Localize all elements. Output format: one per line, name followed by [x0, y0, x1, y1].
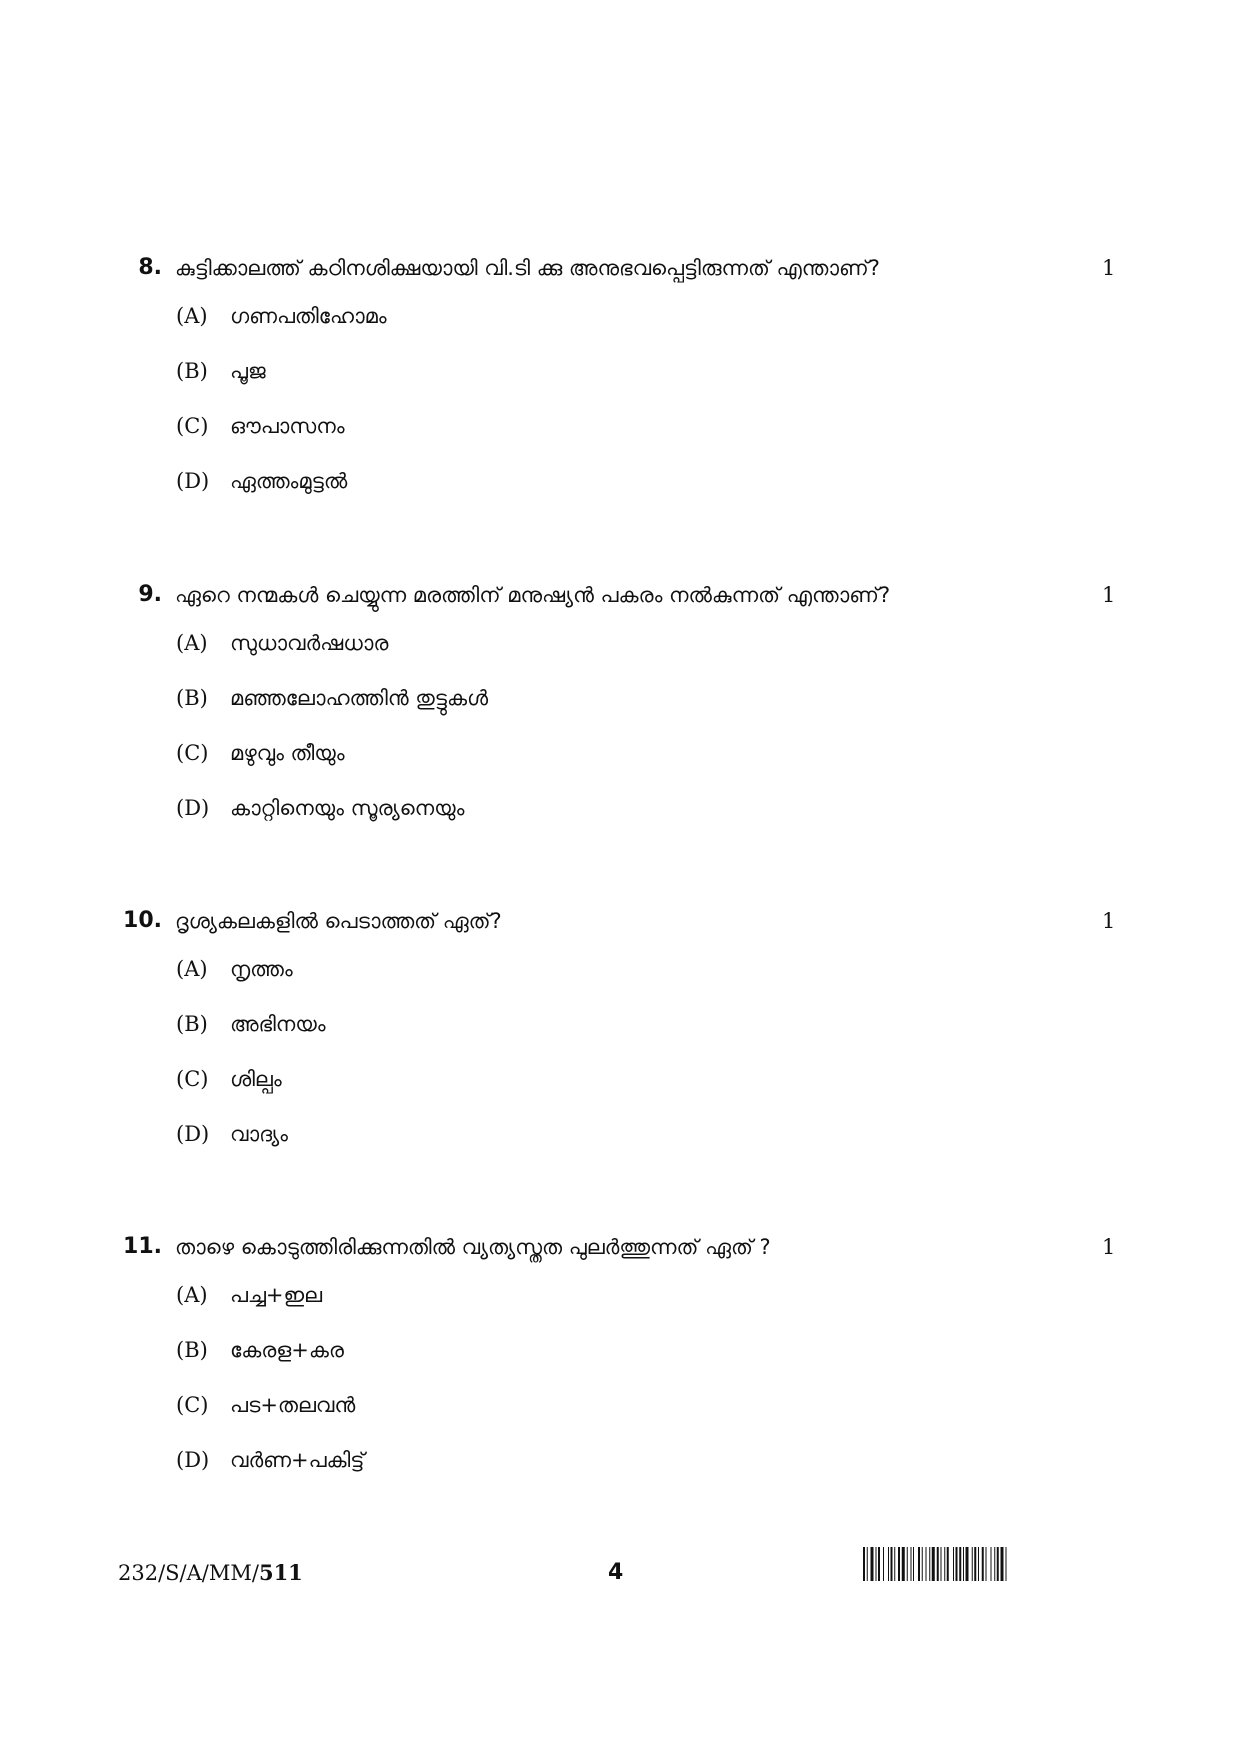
question-text: ദൃശ്യകലകളിൽ പെടാത്തത് ഏത്? — [175, 909, 502, 933]
barcode-bar — [871, 1547, 874, 1581]
paper-code — [118, 1558, 303, 1588]
option-c — [0, 1051, 1241, 1106]
barcode-bar — [947, 1547, 949, 1581]
barcode-bar — [937, 1547, 939, 1581]
option-a — [0, 941, 1241, 996]
barcode-bar — [883, 1547, 884, 1581]
barcode-bar — [982, 1547, 984, 1581]
barcode-bar — [898, 1547, 900, 1581]
option-letter: (D) — [176, 796, 210, 820]
question-marks: 1 — [1102, 1235, 1116, 1259]
barcode — [863, 1547, 1123, 1581]
barcode-bar — [911, 1547, 912, 1581]
question-number: 10. — [123, 908, 162, 933]
barcode-bar — [953, 1547, 954, 1581]
option-text: ഗണപതിഹോമം — [230, 304, 387, 328]
barcode-bar — [876, 1547, 877, 1581]
option-text: പട+തലവൻ — [230, 1393, 356, 1417]
option-letter: (B) — [176, 686, 208, 710]
question-number: 9. — [138, 582, 162, 607]
option-b — [0, 1322, 1241, 1377]
option-text: ഏത്തംമുട്ടൽ — [230, 469, 348, 493]
barcode-bar — [941, 1547, 942, 1581]
option-text: വാദ്യം — [230, 1122, 288, 1146]
barcode-bar — [894, 1547, 895, 1581]
option-d — [0, 1106, 1241, 1161]
option-a — [0, 615, 1241, 670]
barcode-bar — [997, 1547, 999, 1581]
page-number: 4 — [608, 1560, 624, 1585]
option-d — [0, 780, 1241, 835]
option-a — [0, 1267, 1241, 1322]
question-9 — [0, 575, 1241, 835]
barcode-bar — [891, 1547, 893, 1581]
question-text: കുട്ടിക്കാലത്ത് കഠിനശിക്ഷയായി വി.ടി ക്കു അനുഭവപ്പെട്ടിരുന്നത് എന്താണ്? — [175, 256, 880, 280]
barcode-bar — [878, 1547, 880, 1581]
option-letter: (B) — [176, 1012, 208, 1036]
option-c — [0, 1377, 1241, 1432]
option-text: ഔപാസനം — [230, 414, 345, 438]
barcode-bar — [863, 1547, 865, 1581]
question-marks: 1 — [1102, 909, 1116, 933]
option-letter: (A) — [176, 304, 208, 328]
option-d — [0, 453, 1241, 508]
barcode-bar — [963, 1547, 964, 1581]
option-letter: (D) — [176, 1122, 210, 1146]
option-text: പച്ച+ഇല — [230, 1283, 323, 1307]
barcode-bar — [926, 1547, 927, 1581]
barcode-bar — [972, 1547, 973, 1581]
option-text: മഞ്ഞലോഹത്തിൻ തുട്ടുകൾ — [230, 686, 489, 710]
option-text: ശില്പം — [230, 1067, 282, 1091]
question-text: താഴെ കൊടുത്തിരിക്കുന്നതിൽ വ്യത്യസ്തത പുലർത്തുന്നത് ഏത് ? — [175, 1235, 771, 1259]
barcode-bar — [986, 1547, 987, 1581]
barcode-bar — [994, 1547, 995, 1581]
option-letter: (A) — [176, 1283, 208, 1307]
option-letter: (C) — [176, 1067, 209, 1091]
option-text: അഭിനയം — [230, 1012, 326, 1036]
question-8 — [0, 248, 1241, 508]
barcode-bar — [1006, 1547, 1007, 1581]
barcode-bar — [932, 1547, 935, 1581]
barcode-bar — [929, 1547, 930, 1581]
barcode-bar — [944, 1547, 945, 1581]
barcode-bar — [922, 1547, 923, 1581]
barcode-bar — [978, 1547, 979, 1581]
option-text: കാറ്റിനെയും സൂര്യനെയും — [230, 796, 465, 820]
option-b — [0, 670, 1241, 725]
option-letter: (A) — [176, 631, 208, 655]
question-10 — [0, 901, 1241, 1161]
option-text: പൂജ — [230, 359, 266, 383]
barcode-bar — [956, 1547, 958, 1581]
option-letter: (D) — [176, 469, 210, 493]
barcode-bar — [907, 1547, 908, 1581]
option-c — [0, 725, 1241, 780]
option-letter: (A) — [176, 957, 208, 981]
barcode-bar — [991, 1547, 992, 1581]
option-text: നൃത്തം — [230, 957, 293, 981]
option-letter: (C) — [176, 741, 209, 765]
option-text: വർണ+പകിട്ട് — [230, 1448, 365, 1472]
option-text: കേരള+കര — [230, 1338, 344, 1362]
question-number: 11. — [123, 1234, 162, 1259]
option-letter: (C) — [176, 414, 209, 438]
barcode-bar — [974, 1547, 976, 1581]
barcode-bar — [959, 1547, 961, 1581]
question-11 — [0, 1227, 1241, 1487]
option-b — [0, 996, 1241, 1051]
option-letter: (B) — [176, 1338, 208, 1362]
barcode-bar — [1001, 1547, 1004, 1581]
paper-code-prefix: 232/S/A/MM/ — [118, 1561, 259, 1585]
question-text: ഏറെ നന്മകൾ ചെയ്യുന്ന മരത്തിന് മനുഷ്യൻ പകരം നൽകുന്നത് എന്താണ്? — [175, 583, 891, 607]
option-letter: (C) — [176, 1393, 209, 1417]
option-letter: (D) — [176, 1448, 210, 1472]
option-d — [0, 1432, 1241, 1487]
question-number: 8. — [138, 255, 162, 280]
barcode-bar — [867, 1547, 868, 1581]
barcode-bar — [902, 1547, 905, 1581]
barcode-bar — [888, 1547, 889, 1581]
option-letter: (B) — [176, 359, 208, 383]
option-b — [0, 343, 1241, 398]
option-text: മഴുവും തീയും — [230, 741, 345, 765]
barcode-bar — [918, 1547, 920, 1581]
barcode-bar — [913, 1547, 914, 1581]
question-marks: 1 — [1102, 256, 1116, 280]
option-text: സുധാവർഷധാര — [230, 631, 389, 655]
option-c — [0, 398, 1241, 453]
barcode-bar — [966, 1547, 969, 1581]
option-a — [0, 288, 1241, 343]
paper-code-number: 511 — [258, 1560, 303, 1585]
question-marks: 1 — [1102, 583, 1116, 607]
